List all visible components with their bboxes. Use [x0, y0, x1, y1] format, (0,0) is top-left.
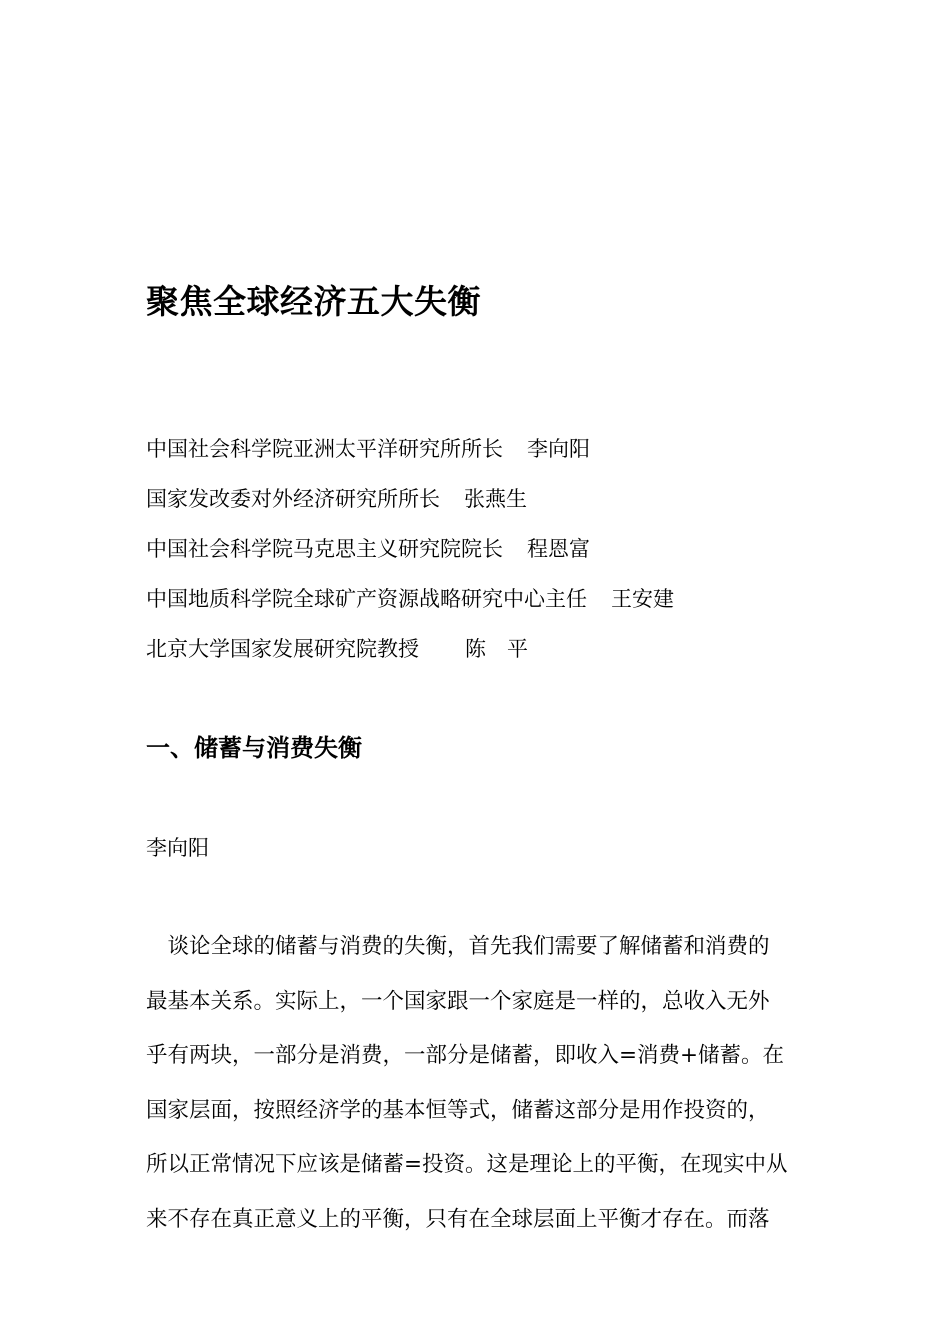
author-list	[146, 434, 674, 684]
section-byline: 李向阳	[146, 836, 209, 860]
body-line: 来不存在真正意义上的平衡，只有在全球层面上平衡才存在。而落	[146, 1206, 770, 1232]
section-heading: 一、储蓄与消费失衡	[146, 734, 362, 762]
body-paragraph	[146, 930, 808, 1258]
author-affiliation: 中国社会科学院亚洲太平洋研究所所长	[146, 437, 503, 461]
author-name: 王安建	[611, 587, 674, 611]
author-entry	[146, 484, 674, 534]
author-name: 陈 平	[465, 637, 528, 661]
body-line: 国家层面，按照经济学的基本恒等式，储蓄这部分是用作投资的，	[146, 1097, 770, 1123]
page-title: 聚焦全球经济五大失衡	[146, 282, 481, 321]
author-name: 李向阳	[527, 437, 590, 461]
author-entry	[146, 584, 674, 634]
author-name: 张燕生	[464, 487, 527, 511]
body-line: 最基本关系。实际上，一个国家跟一个家庭是一样的，总收入无外	[146, 988, 770, 1014]
author-affiliation: 北京大学国家发展研究院教授	[146, 637, 419, 661]
author-entry	[146, 434, 674, 484]
body-line: 谈论全球的储蓄与消费的失衡，首先我们需要了解储蓄和消费的	[146, 934, 770, 959]
author-entry	[146, 634, 674, 684]
author-affiliation: 中国地质科学院全球矿产资源战略研究中心主任	[146, 587, 587, 611]
body-line: 乎有两块，一部分是消费，一部分是储蓄，即收入=消费+储蓄。在	[146, 1043, 785, 1069]
author-entry	[146, 534, 674, 584]
author-affiliation: 中国社会科学院马克思主义研究院院长	[146, 537, 503, 561]
body-line: 所以正常情况下应该是储蓄=投资。这是理论上的平衡，在现实中从	[146, 1152, 788, 1178]
author-affiliation: 国家发改委对外经济研究所所长	[146, 487, 440, 511]
author-name: 程恩富	[527, 537, 590, 561]
